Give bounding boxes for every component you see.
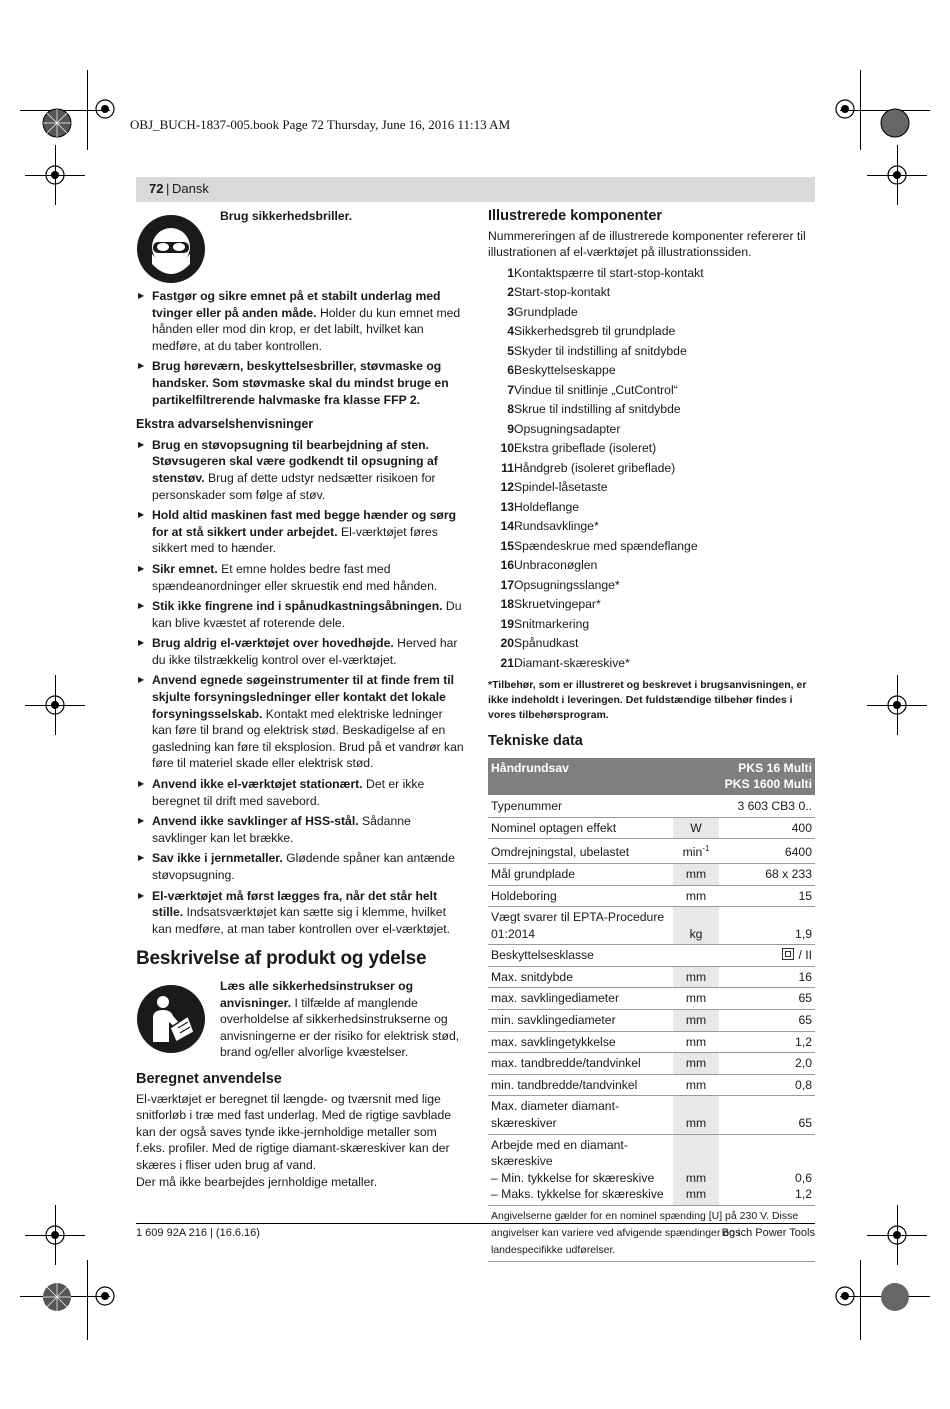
spec-value: / II xyxy=(719,945,815,967)
table-header-row xyxy=(488,758,815,796)
component-number: 14 xyxy=(500,519,514,534)
diamond-units: mm mm xyxy=(673,1134,719,1205)
bullets-group-2 xyxy=(136,437,464,938)
spec-label: max. tandbredde/tandvinkel xyxy=(488,1053,673,1075)
table-row xyxy=(488,817,815,839)
list-item xyxy=(488,596,815,616)
bullet-item: ▶ Fastgør og sikre emnet på et stabilt underlag med tvinger eller på anden måde. Holder du kun emnet med hånden eller mod din krop, er det labilt, hvilket kan medføre, at du taber kontrollen. xyxy=(136,288,464,354)
component-label: Skyder til indstilling af snitdybde xyxy=(514,343,687,358)
spec-value: 400 xyxy=(719,817,815,839)
crosshair-icon xyxy=(884,162,910,188)
spec-value: 2,0 xyxy=(719,1053,815,1075)
crosshair-icon xyxy=(42,692,68,718)
table-row xyxy=(488,945,815,967)
spec-unit: mm xyxy=(673,885,719,907)
spec-value: 3 603 CB3 0.. xyxy=(719,796,815,818)
bullet-item: ▶ Anvend ikke savklinger af HSS-stål. Sådanne savklinger kan let brække. xyxy=(136,813,464,846)
list-item xyxy=(488,616,815,636)
component-label: Ekstra gribeflade (isoleret) xyxy=(514,441,657,456)
component-label: Beskyttelseskappe xyxy=(514,363,616,378)
table-row xyxy=(488,1053,815,1075)
component-label: Skruetvingepar* xyxy=(514,597,601,612)
components-footnote: *Tilbehør, som er illustreret og beskrevet i brugsanvisningen, er ikke indeholdt i leveringen. Det fuldstændige tilbehør findes i vores tilbehørsprogram. xyxy=(488,679,807,722)
spec-unit: $\min^{-1}$ xyxy=(673,839,719,864)
component-number: 6 xyxy=(507,363,514,378)
component-label: Spindel-låsetaste xyxy=(514,480,608,495)
extra-warnings-heading: Ekstra advarselshenvisninger xyxy=(136,417,314,432)
component-label: Skrue til indstilling af snitdybde xyxy=(514,402,681,417)
component-number: 10 xyxy=(500,441,514,456)
spec-value: 15 xyxy=(719,885,815,907)
spec-unit: mm xyxy=(673,1010,719,1032)
spec-label: Vægt svarer til EPTA-Procedure 01:2014 xyxy=(488,907,673,945)
component-number: 7 xyxy=(507,382,514,397)
bullet-item: ▶ Brug høreværn, beskyttelsesbriller, støvmaske og handsker. Som støvmaske skal du mindst bruge en partikelfiltrerende halvmaske fra klasse FFP 2. xyxy=(136,358,464,408)
component-label: Snitmarkering xyxy=(514,616,590,631)
bullet-item: ▶ Hold altid maskinen fast med begge hænder og sørg for at stå sikkert under arbejdet. El-værktøjet føres sikkert med to hænder. xyxy=(136,507,464,557)
crosshair-icon xyxy=(92,96,118,122)
list-item xyxy=(488,460,815,480)
bullet-item: ▶ Stik ikke fingrene ind i spånudkastningsåbningen. Du kan blive kvæstet af roterende dele. xyxy=(136,598,464,631)
list-item xyxy=(488,401,815,421)
spec-unit: mm xyxy=(673,988,719,1010)
component-number: 19 xyxy=(500,616,514,631)
spec-label: Omdrejningstal, ubelastet xyxy=(488,839,673,864)
spec-label: max. savklingediameter xyxy=(488,988,673,1010)
list-item xyxy=(488,518,815,538)
read-manual-notice xyxy=(136,978,464,1061)
spec-value: 65 xyxy=(719,1096,815,1134)
table-row xyxy=(488,796,815,818)
component-number: 11 xyxy=(501,460,514,475)
spec-unit: mm xyxy=(673,863,719,885)
footer-doc-number: 1 609 92A 216 | (16.6.16) xyxy=(136,1227,260,1239)
bullet-item: ▶ Sikr emnet. Et emne holdes bedre fast med spændeanordninger eller skruestik end med hånden. xyxy=(136,561,464,594)
page-separator: | xyxy=(166,181,170,196)
components-list xyxy=(488,265,815,675)
section-title: Beskrivelse af produkt og ydelse xyxy=(136,948,427,970)
tech-data-table xyxy=(488,758,815,1262)
bullet-item: ▶ Brug en støvopsugning til bearbejdning af sten. Støvsugeren skal være godkendt til opsugning af stenstøv. Brug af dette udstyr nedsætter risikoen for personskader som følge af støv. xyxy=(136,437,464,503)
spec-unit xyxy=(673,796,719,818)
spec-value: 65 xyxy=(719,1010,815,1032)
registration-target-icon xyxy=(880,1282,910,1312)
crosshair-icon xyxy=(884,692,910,718)
component-label: Spændeskrue med spændeflange xyxy=(514,538,698,553)
footer-brand: Bosch Power Tools xyxy=(721,1227,815,1239)
spec-unit xyxy=(673,945,719,967)
component-number: 4 xyxy=(507,324,514,339)
component-number: 12 xyxy=(500,480,514,495)
list-item xyxy=(488,499,815,519)
list-item xyxy=(488,343,815,363)
component-number: 17 xyxy=(500,577,514,592)
bullet-item: ▶ El-værktøjet må først lægges fra, når det står helt stille. Indsatsværktøjet kan sætte sig i klemme, hvilket kan medføre, at man taber kontrollen over el-værktøjet. xyxy=(136,888,464,938)
component-label: Spånudkast xyxy=(514,636,579,651)
component-number: 21 xyxy=(500,655,514,670)
spec-unit: mm xyxy=(673,1074,719,1096)
list-item xyxy=(488,421,815,441)
bullet-item: ▶ Anvend ikke el-værktøjet stationært. Det er ikke beregnet til drift med savebord. xyxy=(136,776,464,809)
table-row xyxy=(488,1096,815,1134)
spec-label: Mål grundplade xyxy=(488,863,673,885)
components-intro: Nummereringen af de illustrerede komponenter refererer til illustrationen af el-værktøjet på illustrationssiden. xyxy=(488,228,806,260)
left-column xyxy=(136,208,464,1190)
crosshair-icon xyxy=(92,1283,118,1309)
diamond-values: 0,6 1,2 xyxy=(719,1134,815,1205)
spec-unit: mm xyxy=(673,1096,719,1134)
spec-label: Holdeboring xyxy=(488,885,673,907)
component-number: 20 xyxy=(500,636,514,651)
spec-unit: mm xyxy=(673,1031,719,1053)
table-row xyxy=(488,863,815,885)
component-number: 1 xyxy=(507,265,514,280)
list-item xyxy=(488,577,815,597)
spec-unit: kg xyxy=(673,907,719,945)
page-header-bar xyxy=(136,177,815,202)
crosshair-icon xyxy=(42,162,68,188)
list-item xyxy=(488,479,815,499)
spec-label: Max. diameter diamant-skæreskiver xyxy=(488,1096,673,1134)
component-label: Start-stop-kontakt xyxy=(514,285,611,300)
list-item xyxy=(488,440,815,460)
goggles-notice xyxy=(136,208,464,288)
list-item xyxy=(488,655,815,675)
spec-label: min. tandbredde/tandvinkel xyxy=(488,1074,673,1096)
spec-value: 1,9 xyxy=(719,907,815,945)
components-heading: Illustrerede komponenter xyxy=(488,208,663,224)
file-header: OBJ_BUCH-1837-005.book Page 72 Thursday, June 16, 2016 11:13 AM xyxy=(130,117,511,132)
spec-label: Nominel optagen effekt xyxy=(488,817,673,839)
spec-label: Max. snitdybde xyxy=(488,966,673,988)
component-number: 13 xyxy=(500,499,514,514)
table-row xyxy=(488,885,815,907)
table-header-label: Håndrundsav xyxy=(488,758,673,796)
table-row xyxy=(488,1010,815,1032)
spec-label: Typenummer xyxy=(488,796,673,818)
footer-rule xyxy=(136,1223,815,1224)
component-number: 2 xyxy=(507,285,514,300)
component-number: 18 xyxy=(500,597,514,612)
bullet-item: ▶ Sav ikke i jernmetaller. Glødende spåner kan antænde støvopsugning. xyxy=(136,850,464,883)
intended-use-heading: Beregnet anvendelse xyxy=(136,1070,282,1087)
bullet-item: ▶ Brug aldrig el-værktøjet over hovedhøjde. Herved har du ikke tilstrækkelig kontrol over el-værktøjet. xyxy=(136,635,464,668)
bullets-group-1 xyxy=(136,288,464,408)
component-label: Grundplade xyxy=(514,304,578,319)
diamond-block-label: Arbejde med en diamant-skæreskive – Min. tykkelse for skæreskive – Maks. tykkelse for skæreskive xyxy=(488,1134,673,1205)
registration-target-icon xyxy=(42,108,72,138)
component-label: Håndgreb (isoleret gribeflade) xyxy=(514,460,676,475)
component-number: 15 xyxy=(500,538,514,553)
spec-value: 0,8 xyxy=(719,1074,815,1096)
list-item xyxy=(488,382,815,402)
tech-data-heading: Tekniske data xyxy=(488,733,583,750)
right-column xyxy=(488,208,815,1262)
safety-goggles-icon xyxy=(136,214,206,284)
component-number: 3 xyxy=(507,304,514,319)
page-language: Dansk xyxy=(172,181,209,196)
bullet-item: ▶ Anvend egnede søgeinstrumenter til at finde frem til skjulte forsyningsledninger eller kontakt det lokale forsyningsselskab. Kontakt med elektriske ledninger kan føre til brand og elektrisk stød. Beskadigelse af en gasledning kan føre til eksplosion. Brud på et vandrør kan føre til materiel skade eller elektrisk stød. xyxy=(136,672,464,772)
component-label: Holdeflange xyxy=(514,499,580,514)
protection-class-icon xyxy=(782,948,794,960)
spec-label: min. savklingediameter xyxy=(488,1010,673,1032)
registration-target-icon xyxy=(42,1282,72,1312)
list-item xyxy=(488,323,815,343)
component-label: Kontaktspærre til start-stop-kontakt xyxy=(514,265,704,280)
component-label: Rundsavklinge* xyxy=(514,519,599,534)
crosshair-icon xyxy=(832,96,858,122)
component-label: Vindue til snitlinje „CutControl“ xyxy=(514,382,678,397)
table-row xyxy=(488,1031,815,1053)
list-item xyxy=(488,265,815,285)
spec-value: 16 xyxy=(719,966,815,988)
page-number: 72 xyxy=(149,181,164,196)
list-item xyxy=(488,362,815,382)
table-note: Angivelserne gælder for en nominel spænding [U] på 230 V. Disse angivelser kan variere ved afvigende spændinger og i landespecifikke udførelser. xyxy=(488,1206,815,1262)
intended-use-text: El-værktøjet er beregnet til længde- og tværsnit med lige snitforløb i træ med fast underlag. Med de rigtige savblade kan der også saves tynde ikke-jernholdige metaller som f.eks. profiler. Med de rigtige diamant-skæreskiver kan der skæres i fliser uden brug af vand. xyxy=(136,1091,452,1172)
spec-unit: W xyxy=(673,817,719,839)
list-item xyxy=(488,538,815,558)
crosshair-icon xyxy=(832,1283,858,1309)
spec-value: 68 x 233 xyxy=(719,863,815,885)
component-label: Unbraconøglen xyxy=(514,558,598,573)
table-row xyxy=(488,966,815,988)
table-row xyxy=(488,1074,815,1096)
table-row xyxy=(488,1134,815,1205)
component-number: 8 xyxy=(507,402,514,417)
spec-unit: mm xyxy=(673,1053,719,1075)
goggles-text: Brug sikkerhedsbriller. xyxy=(220,209,353,223)
table-row xyxy=(488,907,815,945)
component-label: Opsugningsslange* xyxy=(514,577,620,592)
read-manual-icon xyxy=(136,984,206,1054)
component-number: 9 xyxy=(507,421,514,436)
component-number: 5 xyxy=(507,343,514,358)
crosshair-icon xyxy=(42,1222,68,1248)
table-row xyxy=(488,839,815,864)
spec-label: max. savklingetykkelse xyxy=(488,1031,673,1053)
list-item xyxy=(488,557,815,577)
spec-value: 6400 xyxy=(719,839,815,864)
component-number: 16 xyxy=(500,558,514,573)
table-row xyxy=(488,988,815,1010)
spec-unit: mm xyxy=(673,966,719,988)
spec-label: Beskyttelsesklasse xyxy=(488,945,673,967)
list-item xyxy=(488,304,815,324)
component-label: Diamant-skæreskive* xyxy=(514,655,630,670)
component-label: Opsugningsadapter xyxy=(514,421,621,436)
list-item xyxy=(488,284,815,304)
spec-value: 65 xyxy=(719,988,815,1010)
spec-value: 1,2 xyxy=(719,1031,815,1053)
read-manual-text: Læs alle sikkerhedsinstrukser og anvisninger. I tilfælde af manglende overholdelse af sikkerhedsinstrukserne og anvisningerne er der risiko for elektrisk stød, brand og/eller alvorlige kvæstelser. xyxy=(220,978,460,1060)
component-label: Sikkerhedsgreb til grundplade xyxy=(514,324,676,339)
table-header-models: PKS 16 Multi PKS 1600 Multi xyxy=(719,758,815,796)
intended-use-text-2: Der må ikke bearbejdes jernholdige metaller. xyxy=(136,1174,378,1189)
crosshair-icon xyxy=(884,1222,910,1248)
list-item xyxy=(488,635,815,655)
registration-target-icon xyxy=(880,108,910,138)
